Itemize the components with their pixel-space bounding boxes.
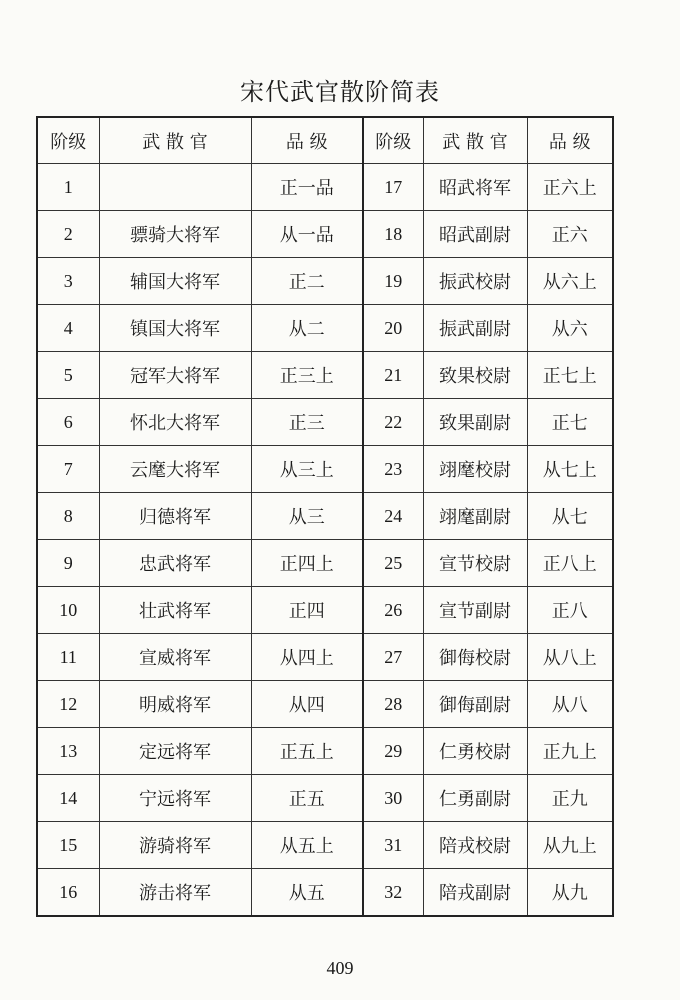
grade-cell-left: 正二: [251, 258, 363, 305]
rank-cell-left: 5: [37, 352, 99, 399]
rank-cell-right: 27: [363, 634, 423, 681]
table-row: [37, 728, 613, 775]
header-grade-left: 品 级: [251, 117, 363, 164]
office-cell-right: 昭武副尉: [423, 211, 527, 258]
office-cell-left: [99, 164, 251, 211]
rank-table: [36, 116, 614, 917]
rank-cell-left: 7: [37, 446, 99, 493]
grade-cell-right: 从六: [527, 305, 613, 352]
grade-cell-left: 从五上: [251, 822, 363, 869]
office-cell-left: 骠骑大将军: [99, 211, 251, 258]
table-row: [37, 869, 613, 917]
grade-cell-left: 正三上: [251, 352, 363, 399]
grade-cell-left: 从三: [251, 493, 363, 540]
table-row: [37, 493, 613, 540]
office-cell-left: 定远将军: [99, 728, 251, 775]
grade-cell-left: 从三上: [251, 446, 363, 493]
office-cell-right: 御侮校尉: [423, 634, 527, 681]
rank-cell-left: 15: [37, 822, 99, 869]
header-rank-right: 阶级: [363, 117, 423, 164]
office-cell-left: 宣威将军: [99, 634, 251, 681]
office-cell-left: 归德将军: [99, 493, 251, 540]
table-header-row: [37, 117, 613, 164]
rank-cell-left: 9: [37, 540, 99, 587]
header-office-left: 武 散 官: [99, 117, 251, 164]
rank-cell-left: 6: [37, 399, 99, 446]
table-row: [37, 399, 613, 446]
rank-cell-left: 1: [37, 164, 99, 211]
rank-cell-right: 29: [363, 728, 423, 775]
grade-cell-right: 正八: [527, 587, 613, 634]
grade-cell-left: 从四: [251, 681, 363, 728]
office-cell-left: 明威将军: [99, 681, 251, 728]
office-cell-left: 宁远将军: [99, 775, 251, 822]
office-cell-left: 镇国大将军: [99, 305, 251, 352]
grade-cell-right: 从八上: [527, 634, 613, 681]
grade-cell-right: 正九上: [527, 728, 613, 775]
table-row: [37, 540, 613, 587]
rank-cell-right: 30: [363, 775, 423, 822]
grade-cell-right: 从九上: [527, 822, 613, 869]
rank-cell-left: 14: [37, 775, 99, 822]
office-cell-right: 御侮副尉: [423, 681, 527, 728]
table-row: [37, 211, 613, 258]
rank-cell-right: 32: [363, 869, 423, 917]
table-row: [37, 587, 613, 634]
grade-cell-right: 从八: [527, 681, 613, 728]
office-cell-left: 怀北大将军: [99, 399, 251, 446]
grade-cell-right: 正六: [527, 211, 613, 258]
table-row: [37, 258, 613, 305]
office-cell-right: 宣节校尉: [423, 540, 527, 587]
office-cell-right: 翊麾副尉: [423, 493, 527, 540]
office-cell-right: 振武校尉: [423, 258, 527, 305]
office-cell-right: 陪戎校尉: [423, 822, 527, 869]
office-cell-right: 仁勇副尉: [423, 775, 527, 822]
office-cell-left: 壮武将军: [99, 587, 251, 634]
rank-cell-right: 25: [363, 540, 423, 587]
grade-cell-right: 从七上: [527, 446, 613, 493]
office-cell-left: 云麾大将军: [99, 446, 251, 493]
office-cell-right: 昭武将军: [423, 164, 527, 211]
grade-cell-left: 正四上: [251, 540, 363, 587]
grade-cell-left: 从二: [251, 305, 363, 352]
rank-cell-right: 19: [363, 258, 423, 305]
table-row: [37, 634, 613, 681]
office-cell-left: 忠武将军: [99, 540, 251, 587]
rank-cell-right: 31: [363, 822, 423, 869]
office-cell-right: 仁勇校尉: [423, 728, 527, 775]
table-row: [37, 775, 613, 822]
grade-cell-left: 从五: [251, 869, 363, 917]
table-row: [37, 681, 613, 728]
grade-cell-left: 正四: [251, 587, 363, 634]
grade-cell-right: 正七: [527, 399, 613, 446]
rank-cell-left: 11: [37, 634, 99, 681]
table-row: [37, 822, 613, 869]
grade-cell-right: 从六上: [527, 258, 613, 305]
office-cell-left: 游击将军: [99, 869, 251, 917]
rank-cell-left: 10: [37, 587, 99, 634]
office-cell-left: 辅国大将军: [99, 258, 251, 305]
grade-cell-right: 从九: [527, 869, 613, 917]
page-title: 宋代武官散阶简表: [240, 78, 440, 106]
rank-cell-right: 18: [363, 211, 423, 258]
rank-cell-right: 20: [363, 305, 423, 352]
office-cell-right: 振武副尉: [423, 305, 527, 352]
office-cell-right: 致果校尉: [423, 352, 527, 399]
grade-cell-left: 从一品: [251, 211, 363, 258]
rank-cell-right: 23: [363, 446, 423, 493]
table-row: [37, 164, 613, 211]
rank-cell-right: 22: [363, 399, 423, 446]
table-body: [37, 164, 613, 917]
rank-cell-left: 2: [37, 211, 99, 258]
rank-cell-right: 21: [363, 352, 423, 399]
header-office-right: 武 散 官: [423, 117, 527, 164]
rank-cell-left: 8: [37, 493, 99, 540]
header-grade-right: 品 级: [527, 117, 613, 164]
header-rank-left: 阶级: [37, 117, 99, 164]
page-number: 409: [326, 958, 354, 978]
grade-cell-left: 正三: [251, 399, 363, 446]
rank-cell-left: 16: [37, 869, 99, 917]
table-row: [37, 352, 613, 399]
office-cell-left: 游骑将军: [99, 822, 251, 869]
grade-cell-left: 正一品: [251, 164, 363, 211]
grade-cell-right: 正七上: [527, 352, 613, 399]
rank-cell-left: 12: [37, 681, 99, 728]
rank-cell-right: 26: [363, 587, 423, 634]
grade-cell-left: 正五上: [251, 728, 363, 775]
office-cell-right: 陪戎副尉: [423, 869, 527, 917]
rank-cell-left: 13: [37, 728, 99, 775]
grade-cell-right: 正六上: [527, 164, 613, 211]
office-cell-right: 致果副尉: [423, 399, 527, 446]
office-cell-left: 冠军大将军: [99, 352, 251, 399]
grade-cell-right: 正九: [527, 775, 613, 822]
grade-cell-left: 从四上: [251, 634, 363, 681]
office-cell-right: 翊麾校尉: [423, 446, 527, 493]
office-cell-right: 宣节副尉: [423, 587, 527, 634]
table-row: [37, 305, 613, 352]
rank-cell-left: 4: [37, 305, 99, 352]
rank-cell-right: 28: [363, 681, 423, 728]
rank-cell-left: 3: [37, 258, 99, 305]
rank-cell-right: 24: [363, 493, 423, 540]
grade-cell-left: 正五: [251, 775, 363, 822]
grade-cell-right: 正八上: [527, 540, 613, 587]
grade-cell-right: 从七: [527, 493, 613, 540]
table-row: [37, 446, 613, 493]
rank-cell-right: 17: [363, 164, 423, 211]
